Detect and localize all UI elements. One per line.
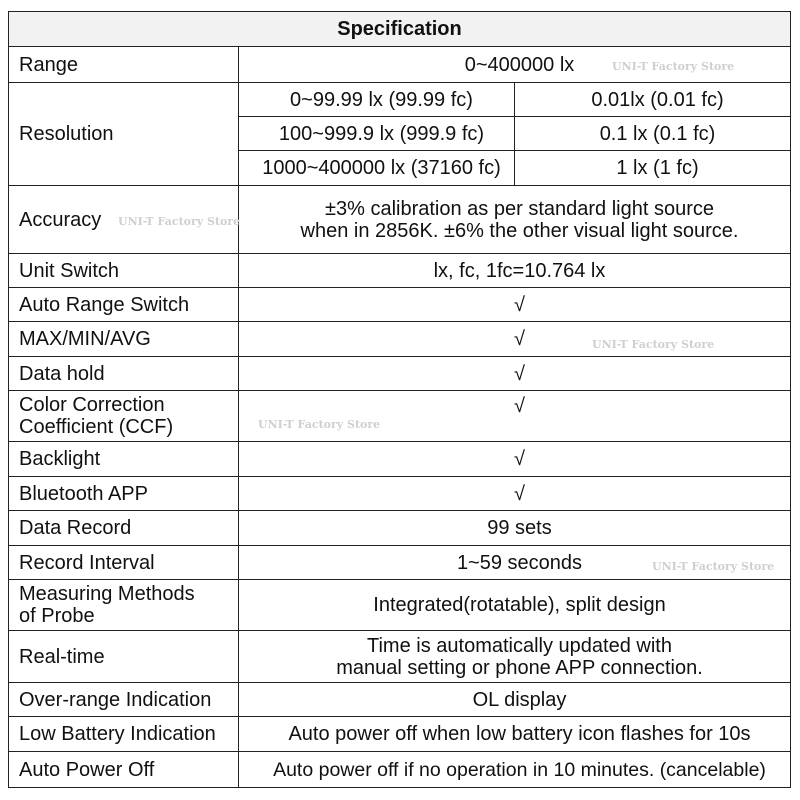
row-backlight	[9, 442, 791, 477]
overrange-value: OL display	[239, 683, 791, 717]
accuracy-value	[239, 186, 791, 254]
ccf-label	[9, 391, 239, 442]
resolution-range-2: 100~999.9 lx (999.9 fc)	[239, 117, 515, 151]
row-auto-range	[9, 288, 791, 322]
row-record-interval	[9, 546, 791, 580]
realtime-label: Real-time	[9, 631, 239, 683]
watermark-5: UNI-T Factory Store	[652, 560, 775, 573]
resolution-value-3: 1 lx (1 fc)	[515, 151, 791, 186]
row-overrange	[9, 683, 791, 717]
range-label: Range	[9, 47, 239, 83]
auto-range-label: Auto Range Switch	[9, 288, 239, 322]
watermark-3: UNI-T Factory Store	[592, 338, 715, 351]
row-accuracy	[9, 186, 791, 254]
accuracy-line-2: when in 2856K. ±6% the other visual light source.	[300, 219, 739, 242]
row-ccf	[9, 391, 791, 442]
resolution-range-3: 1000~400000 lx (37160 fc)	[239, 151, 515, 186]
row-bluetooth	[9, 477, 791, 511]
resolution-value-2: 0.1 lx (0.1 fc)	[515, 117, 791, 151]
bluetooth-label: Bluetooth APP	[9, 477, 239, 511]
accuracy-line-1: ±3% calibration as per standard light source	[325, 197, 714, 220]
data-record-value: 99 sets	[239, 511, 791, 546]
probe-label-line-2: of Probe	[19, 605, 95, 627]
watermark-4: UNI-T Factory Store	[258, 418, 381, 431]
row-realtime	[9, 631, 791, 683]
unit-switch-label: Unit Switch	[9, 254, 239, 288]
realtime-line-2: manual setting or phone APP connection.	[336, 656, 703, 679]
accuracy-label: Accuracy	[9, 186, 239, 254]
row-unit-switch	[9, 254, 791, 288]
data-record-label: Data Record	[9, 511, 239, 546]
resolution-range-1: 0~99.99 lx (99.99 fc)	[239, 83, 515, 117]
maxminavg-check-icon: √	[239, 322, 791, 357]
row-probe	[9, 580, 791, 631]
watermark-2: UNI-T Factory Store	[118, 215, 241, 228]
auto-power-off-value: Auto power off if no operation in 10 minutes. (cancelable)	[239, 752, 791, 788]
resolution-label: Resolution	[9, 83, 239, 186]
watermark-1: UNI-T Factory Store	[612, 60, 735, 73]
overrange-label: Over-range Indication	[9, 683, 239, 717]
low-battery-value: Auto power off when low battery icon flashes for 10s	[239, 717, 791, 752]
backlight-check-icon: √	[239, 442, 791, 477]
ccf-label-line-1: Color Correction	[19, 394, 165, 416]
backlight-label: Backlight	[9, 442, 239, 477]
low-battery-label: Low Battery Indication	[9, 717, 239, 752]
realtime-line-1: Time is automatically updated with	[367, 634, 672, 657]
data-hold-label: Data hold	[9, 357, 239, 391]
row-maxminavg	[9, 322, 791, 357]
probe-label	[9, 580, 239, 631]
row-low-battery	[9, 717, 791, 752]
auto-power-off-label: Auto Power Off	[9, 752, 239, 788]
bluetooth-check-icon: √	[239, 477, 791, 511]
record-interval-value: 1~59 seconds	[239, 546, 791, 580]
realtime-value	[239, 631, 791, 683]
record-interval-label: Record Interval	[9, 546, 239, 580]
row-range	[9, 47, 791, 83]
resolution-value-1: 0.01lx (0.01 fc)	[515, 83, 791, 117]
row-resolution	[9, 83, 791, 117]
data-hold-check-icon: √	[239, 357, 791, 391]
ccf-label-line-2: Coefficient (CCF)	[19, 416, 174, 438]
unit-switch-value: lx, fc, 1fc=10.764 lx	[239, 254, 791, 288]
maxminavg-label: MAX/MIN/AVG	[9, 322, 239, 357]
specification-table	[8, 11, 791, 788]
row-auto-power-off	[9, 752, 791, 788]
probe-label-line-1: Measuring Methods	[19, 583, 195, 605]
probe-value: Integrated(rotatable), split design	[239, 580, 791, 631]
table-title: Specification	[9, 12, 791, 47]
auto-range-check-icon: √	[239, 288, 791, 322]
row-data-hold	[9, 357, 791, 391]
ccf-check-icon: √	[239, 391, 791, 442]
row-data-record	[9, 511, 791, 546]
range-value: 0~400000 lx	[239, 47, 791, 83]
